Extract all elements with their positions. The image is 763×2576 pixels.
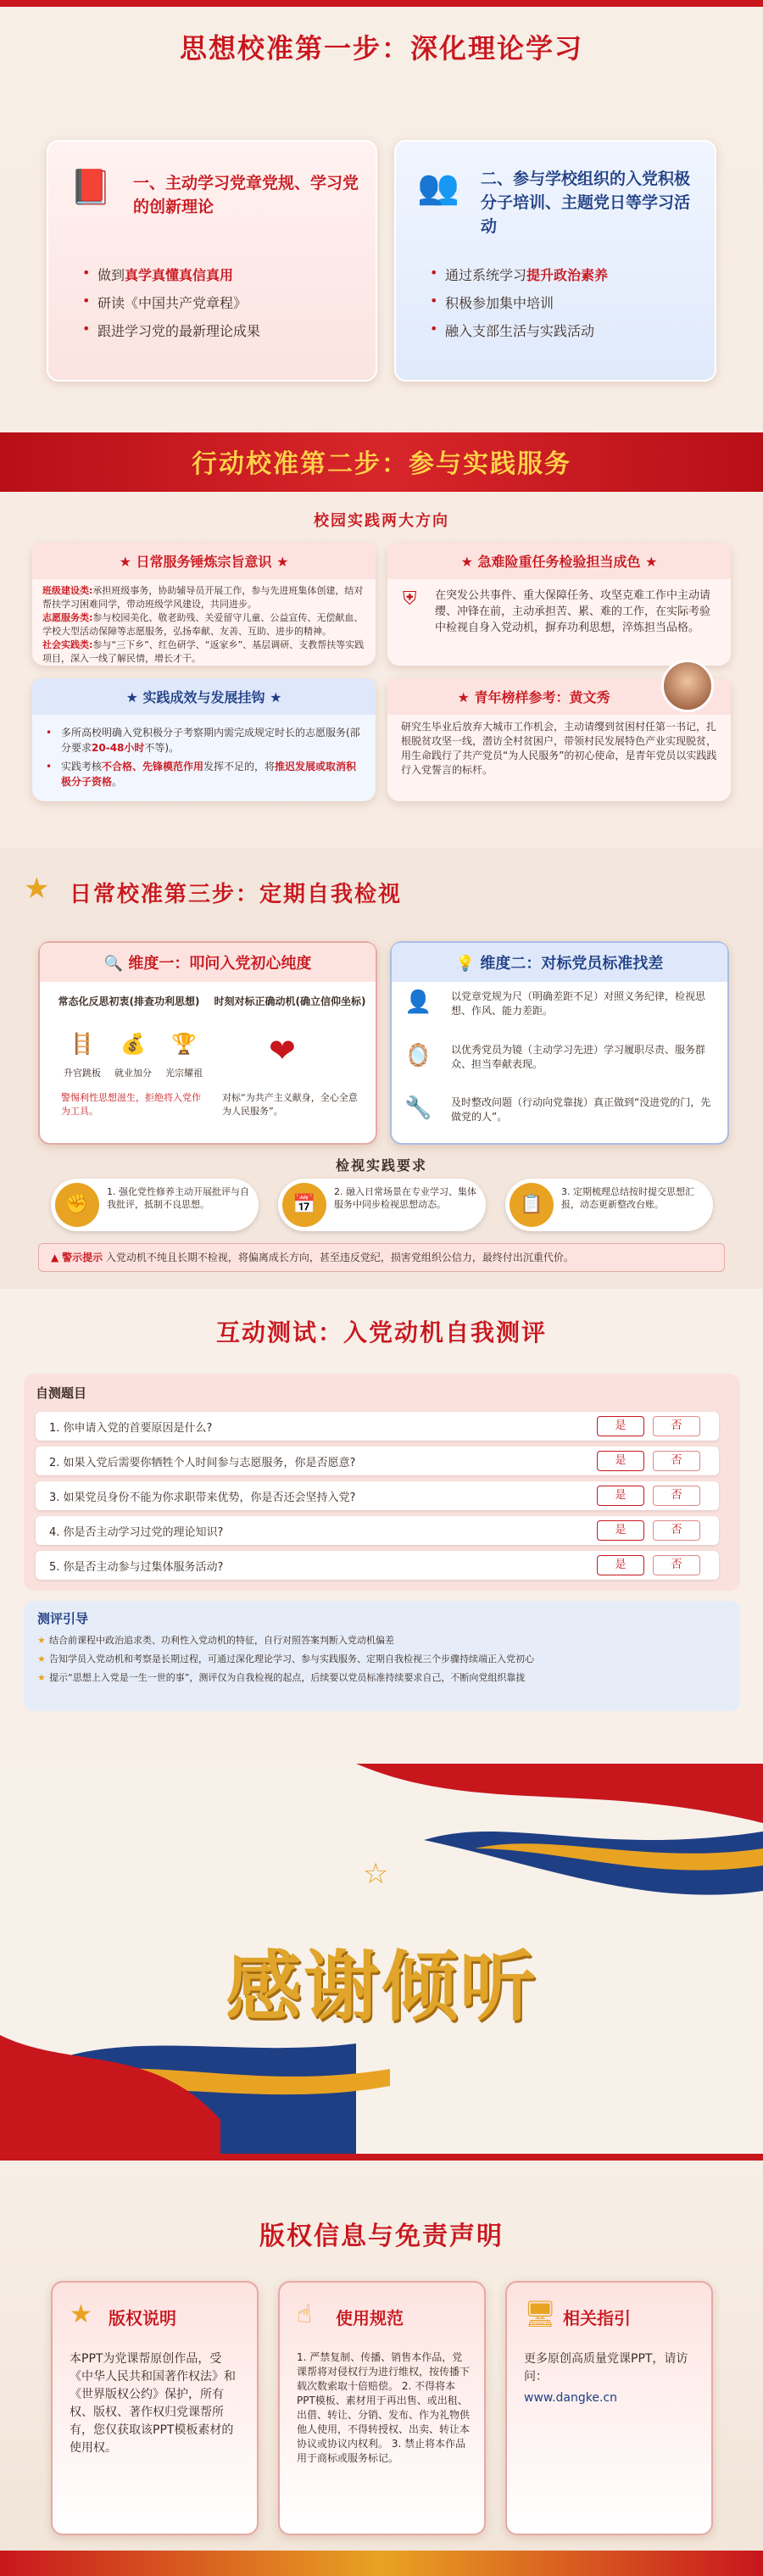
question-text: 2. 如果入党后需要你牺牲个人时间参与志愿服务，你是否愿意? [49,1457,356,1469]
card-header: ★ 青年榜样参考：黄文秀 [387,678,731,715]
section-title: 版权信息与免责声明 [259,2222,504,2251]
section-title: 日常校准第三步：定期自我检视 [70,882,403,907]
bullet-item: • 研读《中国共产党章程》 [82,293,362,312]
step-item [51,1179,259,1231]
card-title: 使用规范 [336,2308,404,2328]
panel-title: 自测题目 [36,1386,87,1401]
bullet-item: • 积极参加集中培训 [430,293,701,312]
practice-card-3 [32,678,376,801]
row-text: 及时整改问题（行动向党靠拢）真正做到“没进党的门，先做党的人”。 [451,1096,711,1123]
warn-text: 警惕利性思想滋生，拒绝将入党作为工具。 [61,1092,201,1117]
question-text: 3. 如果党员身份不能为你求职带来优势，你是否还会坚持入党? [49,1492,356,1504]
step-item [278,1179,486,1231]
dimension-card-1 [38,941,377,1145]
paragraph: 班级建设类:承担班级事务，协助辅导员开展工作，参与先进班集体创建，结对帮扶学习困难同学，带动班级学风建设，共同进步。 [42,585,364,610]
row-text: 以党章党规为尺（明确差距不足）对照义务纪律，检视思想、作风、能力差距。 [451,990,706,1017]
avatar [661,660,714,712]
card-header: ★ 急难险重任务检验担当成色 ★ [387,543,731,579]
yes-button[interactable]: 是 [597,1486,644,1506]
no-button[interactable]: 否 [653,1416,700,1436]
card-body [32,715,376,800]
practice-card-4 [387,678,731,801]
bullet-item: • 通过系统学习提升政治素养 [430,265,701,284]
label: 升官跳板 [64,1068,101,1079]
question-text: 5. 你是否主动参与过集体服务活动? [49,1561,224,1574]
coin-icon: 💰 [120,1032,146,1056]
card-header: ★ 实践成效与发展挂钩 ★ [32,678,376,715]
card-header: ★ 日常服务锤炼宗旨意识 ★ [32,543,376,579]
section-practice [0,424,763,848]
guide-card [505,2281,713,2535]
question-row [36,1516,719,1545]
guide-item: ★ 结合前课程中政治追求类、功利性入党动机的特征，自行对照答案判断入党动机偏差 [37,1635,394,1646]
card-text: 研究生毕业后放弃大城市工作机会，主动请缨到贫困村任第一书记，扎根脱贫攻坚一线，潜访全村贫困户，带领村民发展特色产业实现脱贫，用生命践行了共产党员“为人民服务”的初心使命，是青年党员以实践践行入党誓言的标杆。 [401,721,717,776]
hand-heart-icon: ❤ [269,1032,296,1069]
question-row [36,1481,719,1510]
theory-card-2 [394,140,716,382]
top-bar [0,0,763,7]
card-title: 相关指引 [563,2308,631,2328]
question-text: 4. 你是否主动学习过党的理论知识? [49,1526,224,1539]
step-text: 1. 强化党性修养主动开展批评与自我批评，抵制不良思想。 [107,1186,249,1210]
section-copyright [0,2154,763,2576]
paragraph: 社会实践类:参与“三下乡”、红色研学、“返家乡”、基层调研、支教帮扶等实践项目，深入一线了解民情，增长才干。 [42,639,365,664]
label: 就业加分 [114,1068,152,1079]
card-bullets [430,256,701,348]
panel-title: 测评引导 [37,1611,89,1626]
label: 光宗耀祖 [165,1068,203,1079]
thanks-text: 感谢倾听 [226,1943,537,2032]
practice-card-1 [32,543,376,666]
ladder-icon: 🪜 [70,1032,95,1056]
no-button[interactable]: 否 [653,1451,700,1471]
question-row [36,1412,719,1441]
yes-button[interactable]: 是 [597,1520,644,1541]
card-bullets [82,256,362,348]
card-title: 版权说明 [109,2308,176,2328]
row-text: 以优秀党员为镜（主动学习先进）学习履职尽责、服务群众、担当奉献表现。 [451,1044,706,1070]
question-row [36,1551,719,1580]
card-title: 一、主动学习党章党规、学习党的创新理论 [133,174,359,216]
card-text: 在突发公共事件、重大保障任务、攻坚克难工作中主动请缨、冲锋在前，主动承担苦、累、难的工作，在实际考验中检视自身入党动机，摒弃功利思想，淬炼担当品格。 [435,589,711,634]
yes-button[interactable]: 是 [597,1451,644,1471]
divider [0,2154,763,2161]
section-thanks [0,1764,763,2154]
section-theory [0,0,763,424]
star-icon: ★ [24,872,50,906]
right-label: 时刻对标正确动机(确立信仰坐标) [214,995,366,1007]
warning-text: 入党动机不纯且长期不检视，将偏离成长方向，甚至违反党纪，损害党组织公信力，最终付出沉重代价。 [105,1252,574,1263]
subtitle: 校园实践两大方向 [314,512,449,530]
no-button[interactable]: 否 [653,1520,700,1541]
card-body [387,579,731,636]
card-text: 本PPT为党课帮原创作品，受《中华人民共和国著作权法》和《世界版权公约》保护，所有权、版权、著作权归党课帮所有，您仅获取该PPT模板素材的使用权。 [70,2352,236,2455]
section-title: 互动测试：入党动机自我测评 [215,1319,547,1347]
no-button[interactable]: 否 [653,1486,700,1506]
steps-row [51,1179,712,1231]
section-test [0,1289,763,1764]
warning-key: 警示提示 [62,1252,103,1263]
requirements-title: 检视实践要求 [335,1157,427,1174]
dimension-card-2 [390,941,729,1145]
yes-button[interactable]: 是 [597,1555,644,1575]
calendar-icon: 📅 [282,1183,326,1227]
wrench-icon: 🔧 [404,1096,432,1121]
bottom-bar [0,2551,763,2576]
card-header: 💡 维度二：对标党员标准找差 [392,943,727,982]
guide-panel [24,1601,740,1711]
section-title: 思想校准第一步：深化理论学习 [179,32,583,64]
step-text: 3. 定期梳理总结按时提交思想汇报，动态更新整改台账。 [561,1186,694,1210]
shield-icon: ⛨ [403,588,417,610]
good-text: 对标“为共产主义献身，全心全意为人民服务”。 [222,1092,358,1117]
question-text: 1. 你申请入党的首要原因是什么? [49,1422,213,1435]
yes-button[interactable]: 是 [597,1416,644,1436]
no-button[interactable]: 否 [653,1555,700,1575]
bullet-item: • 跟进学习党的最新理论成果 [82,321,362,340]
step-text: 2. 融入日常场景在专业学习、集体服务中同步检视思想动态。 [334,1186,476,1210]
group-icon: 👥 [417,168,459,207]
card-header: 🔍 维度一：叩问入党初心纯度 [40,943,376,982]
section-title: 行动校准第二步：参与实践服务 [192,449,571,479]
bullet-item: • 做到真学真懂真信真用 [82,265,362,284]
fist-icon: ✊ [55,1183,99,1227]
card-body [32,579,376,671]
hand-icon: ☝ [297,2300,313,2329]
star-icon: ★ [70,2300,92,2329]
bullet-item: • 融入支部生活与实践活动 [430,321,701,340]
star-icon: ☆ [363,1857,389,1891]
practice-card-2 [387,543,731,666]
warning-icon: ▲ [51,1252,59,1263]
site-link[interactable]: www.dangke.cn [524,2391,617,2405]
clipboard-icon: 📋 [510,1183,554,1227]
copyright-card [51,2281,259,2535]
step-item [505,1179,713,1231]
section-self-check [0,848,763,1289]
icon-row [57,1032,209,1056]
theory-card-1 [47,140,377,382]
bullet-item: • 多所高校明确入党积极分子考察期内需完成规定时长的志愿服务(部分要求20-48小时不等)。 [46,725,362,756]
person-icon: 👤 [404,990,432,1015]
usage-card [278,2281,486,2535]
card-title: 二、参与学校组织的入党积极分子培训、主题党日等学习活动 [481,170,691,236]
monitor-icon: 🖥 [524,2300,557,2329]
warning-bar [38,1243,725,1272]
mirror-icon: 🪞 [404,1043,432,1068]
book-icon: 📕 [70,168,112,207]
card-text: 更多原创高质量党课PPT，请访问： [524,2352,688,2384]
guide-item: ★ 告知学员入党动机和考察是长期过程，可通过深化理论学习、参与实践服务、定期自我检视三个步骤持续端正入党初心 [37,1653,534,1664]
label-row [57,1066,209,1079]
left-label: 常态化反思初衷(排查功利思想) [58,995,200,1007]
trophy-icon: 🏆 [171,1032,197,1056]
question-row [36,1447,719,1475]
bullet-item: • 实践考核不合格、先锋模范作用发挥不足的，将推迟发展或取消积极分子资格。 [46,759,362,789]
paragraph: 志愿服务类:参与校园美化、敬老助残、关爱留守儿童、公益宣传、无偿献血、学校大型活动保障等志愿服务，弘扬奉献、友善、互助、进步的精神。 [42,612,364,637]
guide-item: ★ 提示“思想上入党是一生一世的事”，测评仅为自我检视的起点，后续要以党员标准持续要求自己，不断向党组织靠拢 [37,1672,526,1683]
card-text: 1. 严禁复制、传播、销售本作品，党课帮将对侵权行为进行维权，按传播下载次数索取十倍赔偿。 2. 不得将本PPT模板、素材用于再出售、或出租、出借、转让、分销、发布、作为礼物供他人使用，不得转授权、出卖、转让本协议或协议内权利。 3. 禁止将本作品用于商标或服务标记。 [297,2351,471,2464]
